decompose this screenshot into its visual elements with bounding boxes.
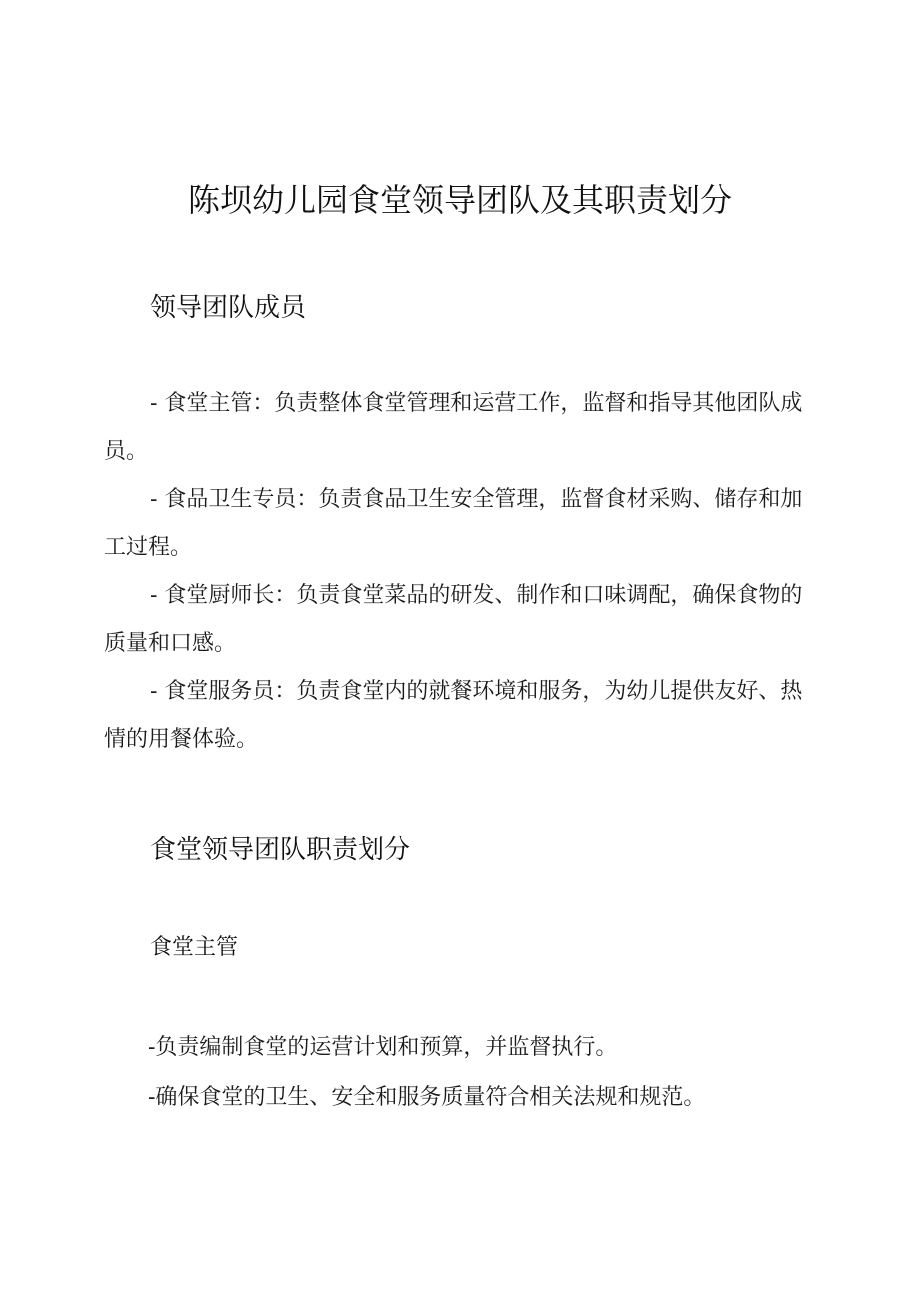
duty-item-operations-plan: -负责编制食堂的运营计划和预算，并监督执行。	[148, 1035, 618, 1060]
member-item-hygiene-specialist: - 食品卫生专员：负责食品卫生安全管理，监督食材采购、储存和加工过程。	[104, 487, 803, 560]
duty-item-hygiene-safety: -确保食堂的卫生、安全和服务质量符合相关法规和规范。	[148, 1085, 706, 1110]
member-item-head-chef: - 食堂厨师长：负责食堂菜品的研发、制作和口味调配，确保食物的质量和口感。	[104, 583, 803, 656]
section-heading-members: 领导团队成员	[150, 293, 307, 323]
subsection-heading-supervisor: 食堂主管	[150, 935, 239, 960]
member-item-supervisor: - 食堂主管：负责整体食堂管理和运营工作，监督和指导其他团队成员。	[104, 391, 803, 464]
document-title: 陈坝幼儿园食堂领导团队及其职责划分	[187, 181, 732, 219]
section-heading-duties: 食堂领导团队职责划分	[150, 835, 411, 865]
member-item-server: - 食堂服务员：负责食堂内的就餐环境和服务，为幼儿提供友好、热情的用餐体验。	[104, 679, 803, 752]
